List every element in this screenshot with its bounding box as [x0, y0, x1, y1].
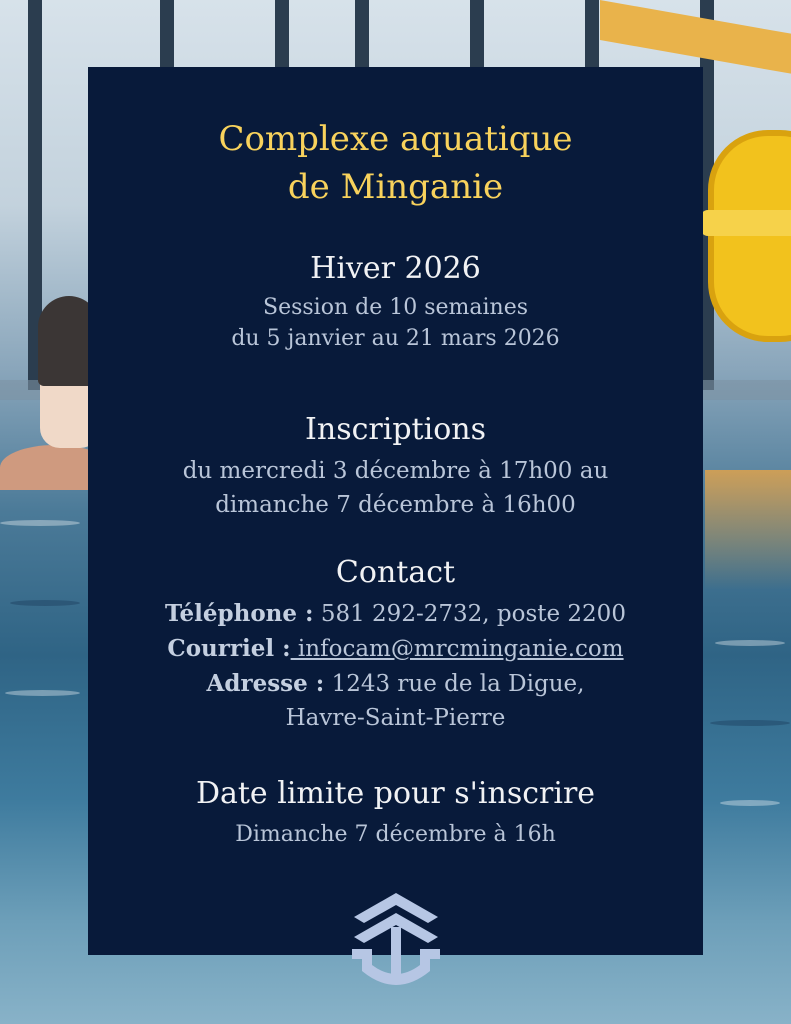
session-line-1: Session de 10 semaines: [263, 295, 528, 320]
phone-label: Téléphone :: [165, 600, 314, 627]
inscriptions-line-1: du mercredi 3 décembre à 17h00 au: [182, 458, 609, 484]
water-ripple: [720, 800, 780, 806]
email-link[interactable]: infocam@mrcminganie.com: [290, 636, 624, 662]
session-details: [88, 292, 703, 354]
contact-address: [88, 667, 703, 701]
mrc-minganie-logo-icon: [348, 887, 444, 991]
contact-email: [88, 632, 703, 666]
title-line-1: Complexe aquatique: [218, 119, 573, 159]
page-title: [88, 115, 703, 211]
email-label: Courriel :: [167, 635, 291, 662]
contact-heading: Contact: [335, 555, 456, 590]
inscriptions-details: [88, 454, 703, 522]
address-value: 1243 rue de la Digue,: [324, 671, 585, 697]
contact-address-city: Havre-Saint-Pierre: [285, 705, 506, 731]
water-ripple: [0, 520, 80, 526]
phone-value: 581 292-2732, poste 2200: [313, 601, 626, 627]
water-slide-band: [700, 210, 791, 236]
water-ripple: [10, 600, 80, 606]
info-panel: [88, 67, 703, 955]
deadline-heading: Date limite pour s'inscrire: [195, 776, 596, 811]
water-ripple: [715, 640, 785, 646]
slide-reflection: [705, 470, 791, 590]
address-label: Adresse :: [206, 670, 325, 697]
inscriptions-heading: Inscriptions: [305, 412, 486, 447]
session-heading: Hiver 2026: [310, 251, 481, 286]
title-line-2: de Minganie: [287, 167, 504, 207]
water-ripple: [5, 690, 80, 696]
inscriptions-line-2: dimanche 7 décembre à 16h00: [215, 492, 576, 518]
ceiling-beam: [600, 0, 791, 74]
contact-phone: [88, 597, 703, 631]
session-line-2: du 5 janvier au 21 mars 2026: [231, 326, 560, 351]
water-slide: [708, 130, 791, 342]
deadline-value: Dimanche 7 décembre à 16h: [235, 822, 556, 847]
water-ripple: [710, 720, 790, 726]
